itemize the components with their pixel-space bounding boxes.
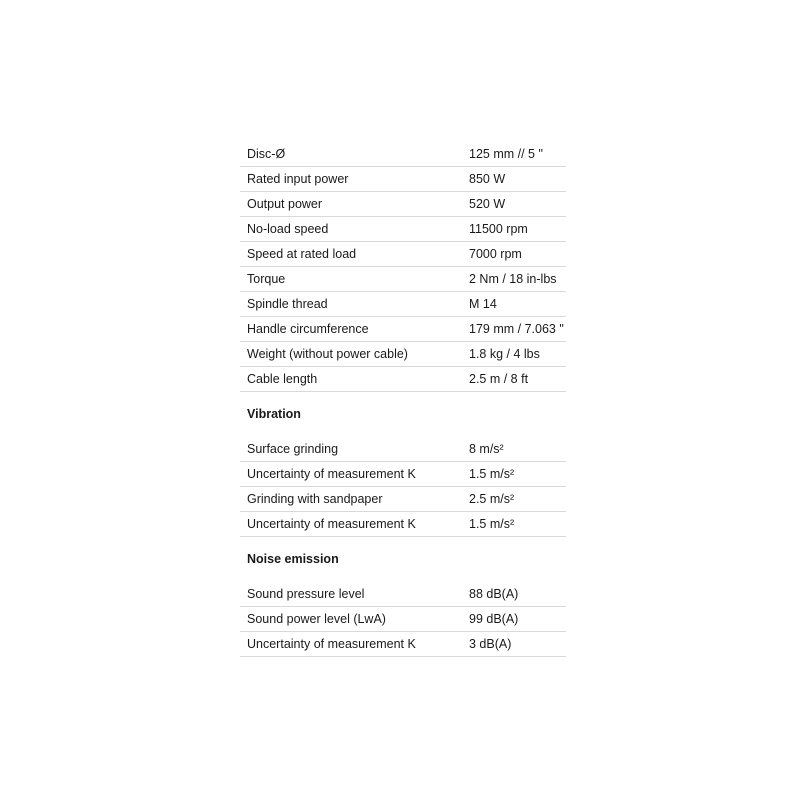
table-row xyxy=(240,487,566,512)
spec-label: Sound power level (LwA) xyxy=(247,612,386,626)
spec-value: 520 W xyxy=(469,197,506,211)
spec-value: 179 mm / 7.063 " xyxy=(469,322,564,336)
general-spec-table xyxy=(240,142,566,392)
table-row xyxy=(240,267,566,292)
table-row xyxy=(240,192,566,217)
spec-value: 1.5 m/s² xyxy=(469,467,515,481)
table-row xyxy=(240,582,566,607)
table-row xyxy=(240,437,566,462)
spec-value: 850 W xyxy=(469,172,506,186)
spec-value: 2.5 m / 8 ft xyxy=(469,372,529,386)
spec-label: Uncertainty of measurement K xyxy=(247,517,416,531)
table-row xyxy=(240,317,566,342)
table-row xyxy=(240,607,566,632)
spec-label: Speed at rated load xyxy=(247,247,357,261)
table-row xyxy=(240,462,566,487)
table-row xyxy=(240,367,566,392)
spec-label: Disc-Ø xyxy=(247,147,286,161)
spec-value: 2 Nm / 18 in-lbs xyxy=(469,272,557,286)
table-row xyxy=(240,242,566,267)
spec-label: Spindle thread xyxy=(247,297,328,311)
spec-value: 1.5 m/s² xyxy=(469,517,515,531)
table-row xyxy=(240,632,566,657)
spec-value: M 14 xyxy=(469,297,497,311)
spec-value: 88 dB(A) xyxy=(469,587,519,601)
noise-spec-table xyxy=(240,582,566,657)
vibration-heading: Vibration xyxy=(247,407,301,421)
spec-value: 7000 rpm xyxy=(469,247,522,261)
table-row xyxy=(240,167,566,192)
spec-label: Output power xyxy=(247,197,323,211)
table-row xyxy=(240,512,566,537)
spec-label: Grinding with sandpaper xyxy=(247,492,383,506)
spec-label: Sound pressure level xyxy=(247,587,365,601)
spec-label: Cable length xyxy=(247,372,318,386)
spec-value: 1.8 kg / 4 lbs xyxy=(469,347,540,361)
spec-label: Weight (without power cable) xyxy=(247,347,408,361)
spec-label: Torque xyxy=(247,272,286,286)
spec-value: 11500 rpm xyxy=(469,222,528,236)
spec-value: 8 m/s² xyxy=(469,442,504,456)
spec-sheet xyxy=(240,142,566,657)
noise-emission-heading: Noise emission xyxy=(247,552,339,566)
table-row xyxy=(240,217,566,242)
spec-label: Surface grinding xyxy=(247,442,339,456)
table-row xyxy=(240,342,566,367)
spec-value: 99 dB(A) xyxy=(469,612,519,626)
spec-label: Rated input power xyxy=(247,172,349,186)
spec-value: 125 mm // 5 " xyxy=(469,147,543,161)
table-row xyxy=(240,142,566,167)
spec-label: No-load speed xyxy=(247,222,329,236)
spec-label: Handle circumference xyxy=(247,322,369,336)
spec-value: 3 dB(A) xyxy=(469,637,512,651)
vibration-spec-table xyxy=(240,437,566,537)
spec-value: 2.5 m/s² xyxy=(469,492,515,506)
spec-label: Uncertainty of measurement K xyxy=(247,467,416,481)
spec-label: Uncertainty of measurement K xyxy=(247,637,416,651)
table-row xyxy=(240,292,566,317)
